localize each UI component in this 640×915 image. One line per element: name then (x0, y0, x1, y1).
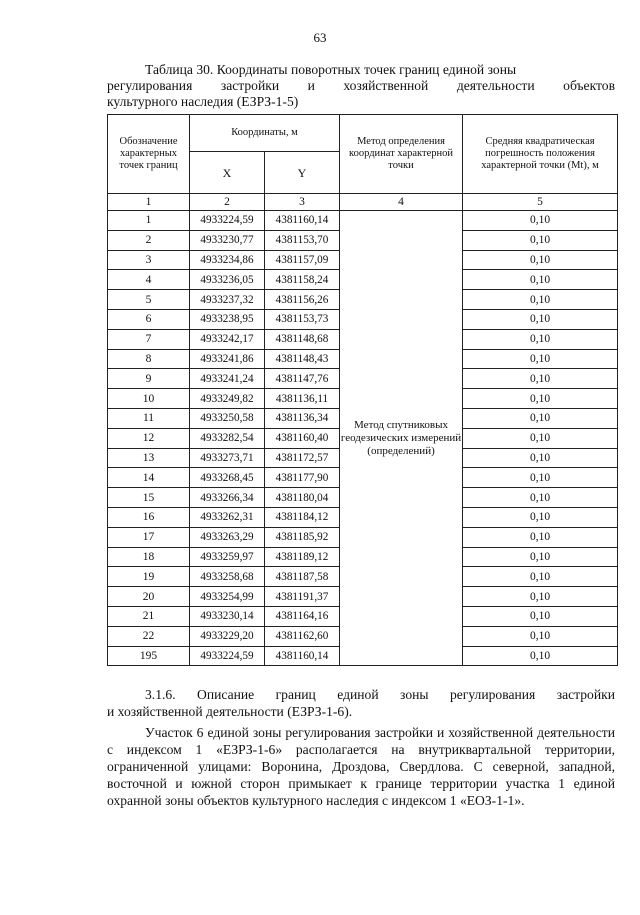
x-coordinate-cell: 4933224,59 (190, 211, 265, 231)
y-coordinate-cell: 4381160,14 (265, 211, 340, 231)
accuracy-cell: 0,10 (463, 349, 618, 369)
point-number-cell: 1 (108, 211, 190, 231)
x-coordinate-cell: 4933262,31 (190, 507, 265, 527)
table-caption (107, 62, 615, 110)
accuracy-cell: 0,10 (463, 606, 618, 626)
accuracy-cell: 0,10 (463, 270, 618, 290)
accuracy-cell: 0,10 (463, 389, 618, 409)
accuracy-cell: 0,10 (463, 587, 618, 607)
header-accuracy: Средняя квадратическая погрешность положения характерной точки (Mt), м (463, 115, 618, 194)
accuracy-cell: 0,10 (463, 646, 618, 666)
y-coordinate-cell: 4381187,58 (265, 567, 340, 587)
point-number-cell: 21 (108, 606, 190, 626)
section-heading-line-2: и хозяйственной деятельности (ЕЗРЗ-1-6). (107, 704, 353, 719)
x-coordinate-cell: 4933258,68 (190, 567, 265, 587)
x-coordinate-cell: 4933234,86 (190, 250, 265, 270)
accuracy-cell: 0,10 (463, 567, 618, 587)
point-number-cell: 2 (108, 230, 190, 250)
caption-line-1: Таблица 30. Координаты поворотных точек границ единой зоны (145, 62, 517, 77)
x-coordinate-cell: 4933250,58 (190, 408, 265, 428)
y-coordinate-cell: 4381164,16 (265, 606, 340, 626)
y-coordinate-cell: 4381157,09 (265, 250, 340, 270)
point-number-cell: 22 (108, 626, 190, 646)
point-number-cell: 15 (108, 488, 190, 508)
y-coordinate-cell: 4381148,68 (265, 329, 340, 349)
section-heading-line-1: 3.1.6. Описание границ единой зоны регулирования застройки (145, 687, 615, 702)
point-number-cell: 8 (108, 349, 190, 369)
y-coordinate-cell: 4381160,14 (265, 646, 340, 666)
y-coordinate-cell: 4381136,34 (265, 408, 340, 428)
accuracy-cell: 0,10 (463, 230, 618, 250)
accuracy-cell: 0,10 (463, 250, 618, 270)
y-coordinate-cell: 4381185,92 (265, 527, 340, 547)
section-paragraph: Участок 6 единой зоны регулирования застройки и хозяйственной деятельности с индексом 1 «ЕЗРЗ-1-6» располагается на внутриквартальной территории, ограниченной улицами: Воронина, Дроздова, Свердлова. С северной, западной, восточной и южной сторон примыкает к границе территории участка 1 единой охранной зоны объектов культурного наследия с индексом 1 «ЕОЗ-1-1». (107, 725, 615, 808)
accuracy-cell: 0,10 (463, 309, 618, 329)
section-3-1-6 (107, 686, 615, 809)
coordinates-rows (108, 211, 618, 666)
y-coordinate-cell: 4381189,12 (265, 547, 340, 567)
y-coordinate-cell: 4381136,11 (265, 389, 340, 409)
x-coordinate-cell: 4933238,95 (190, 309, 265, 329)
column-number: 1 (108, 194, 190, 211)
x-coordinate-cell: 4933237,32 (190, 290, 265, 310)
header-coordinates: Координаты, м (190, 115, 340, 152)
y-coordinate-cell: 4381162,60 (265, 626, 340, 646)
y-coordinate-cell: 4381172,57 (265, 448, 340, 468)
point-number-cell: 13 (108, 448, 190, 468)
point-number-cell: 20 (108, 587, 190, 607)
point-number-cell: 7 (108, 329, 190, 349)
y-coordinate-cell: 4381153,73 (265, 309, 340, 329)
accuracy-cell: 0,10 (463, 626, 618, 646)
y-coordinate-cell: 4381148,43 (265, 349, 340, 369)
y-coordinate-cell: 4381180,04 (265, 488, 340, 508)
x-coordinate-cell: 4933241,86 (190, 349, 265, 369)
header-point-designation: Обозначение характерных точек границ (108, 115, 190, 194)
header-y: Y (265, 152, 340, 194)
x-coordinate-cell: 4933224,59 (190, 646, 265, 666)
column-number: 4 (340, 194, 463, 211)
y-coordinate-cell: 4381191,37 (265, 587, 340, 607)
point-number-cell: 10 (108, 389, 190, 409)
x-coordinate-cell: 4933254,99 (190, 587, 265, 607)
y-coordinate-cell: 4381158,24 (265, 270, 340, 290)
x-coordinate-cell: 4933263,29 (190, 527, 265, 547)
y-coordinate-cell: 4381160,40 (265, 428, 340, 448)
accuracy-cell: 0,10 (463, 290, 618, 310)
y-coordinate-cell: 4381147,76 (265, 369, 340, 389)
accuracy-cell: 0,10 (463, 547, 618, 567)
point-number-cell: 11 (108, 408, 190, 428)
y-coordinate-cell: 4381177,90 (265, 468, 340, 488)
header-method: Метод определения координат характерной точки (340, 115, 463, 194)
point-number-cell: 18 (108, 547, 190, 567)
x-coordinate-cell: 4933229,20 (190, 626, 265, 646)
coordinates-table (107, 114, 618, 666)
accuracy-cell: 0,10 (463, 527, 618, 547)
column-number: 2 (190, 194, 265, 211)
x-coordinate-cell: 4933241,24 (190, 369, 265, 389)
point-number-cell: 17 (108, 527, 190, 547)
x-coordinate-cell: 4933242,17 (190, 329, 265, 349)
x-coordinate-cell: 4933230,14 (190, 606, 265, 626)
x-coordinate-cell: 4933249,82 (190, 389, 265, 409)
x-coordinate-cell: 4933266,34 (190, 488, 265, 508)
point-number-cell: 19 (108, 567, 190, 587)
point-number-cell: 3 (108, 250, 190, 270)
column-number: 3 (265, 194, 340, 211)
y-coordinate-cell: 4381153,70 (265, 230, 340, 250)
x-coordinate-cell: 4933236,05 (190, 270, 265, 290)
point-number-cell: 195 (108, 646, 190, 666)
accuracy-cell: 0,10 (463, 408, 618, 428)
accuracy-cell: 0,10 (463, 488, 618, 508)
accuracy-cell: 0,10 (463, 468, 618, 488)
accuracy-cell: 0,10 (463, 448, 618, 468)
accuracy-cell: 0,10 (463, 329, 618, 349)
x-coordinate-cell: 4933273,71 (190, 448, 265, 468)
method-cell: Метод спутниковых геодезических измерений (определений) (340, 211, 463, 666)
accuracy-cell: 0,10 (463, 369, 618, 389)
table-row (108, 211, 618, 231)
point-number-cell: 5 (108, 290, 190, 310)
y-coordinate-cell: 4381156,26 (265, 290, 340, 310)
x-coordinate-cell: 4933259,97 (190, 547, 265, 567)
accuracy-cell: 0,10 (463, 428, 618, 448)
column-number: 5 (463, 194, 618, 211)
page-number: 63 (313, 30, 327, 45)
point-number-cell: 12 (108, 428, 190, 448)
accuracy-cell: 0,10 (463, 507, 618, 527)
point-number-cell: 6 (108, 309, 190, 329)
y-coordinate-cell: 4381184,12 (265, 507, 340, 527)
caption-line-2: регулирования застройки и хозяйственной деятельности объектов (107, 78, 615, 93)
header-x: X (190, 152, 265, 194)
accuracy-cell: 0,10 (463, 211, 618, 231)
point-number-cell: 14 (108, 468, 190, 488)
x-coordinate-cell: 4933282,54 (190, 428, 265, 448)
x-coordinate-cell: 4933268,45 (190, 468, 265, 488)
point-number-cell: 4 (108, 270, 190, 290)
caption-line-3: культурного наследия (ЕЗРЗ-1-5) (107, 94, 299, 109)
x-coordinate-cell: 4933230,77 (190, 230, 265, 250)
point-number-cell: 9 (108, 369, 190, 389)
point-number-cell: 16 (108, 507, 190, 527)
